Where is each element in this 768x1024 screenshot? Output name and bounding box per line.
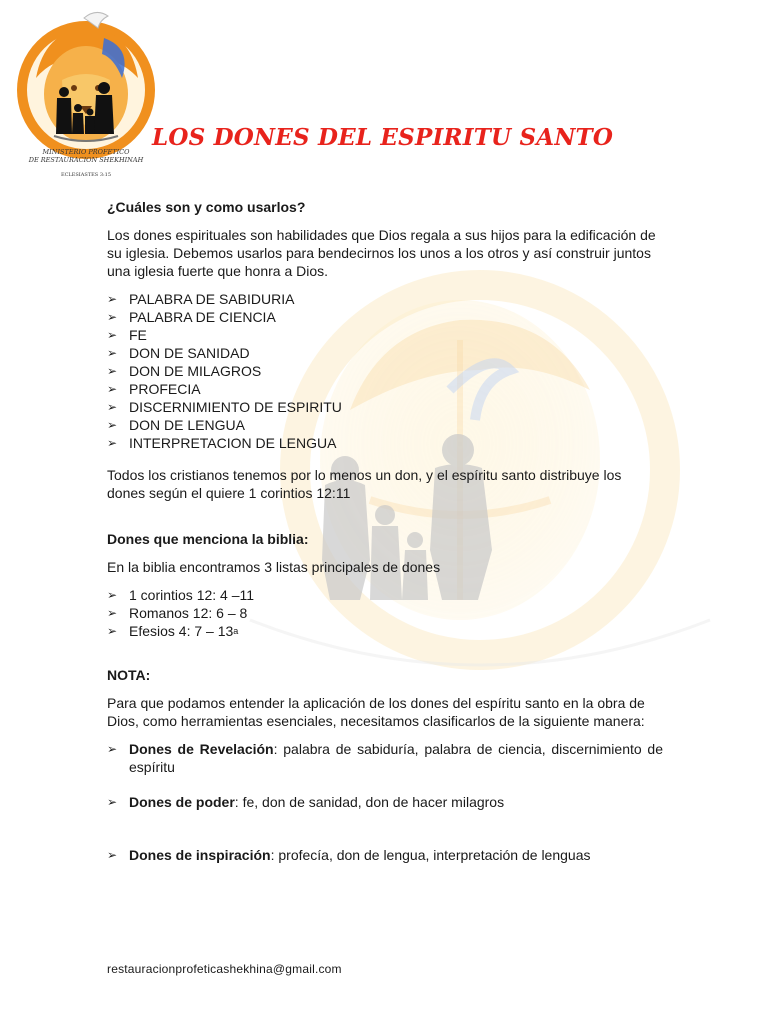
lion-logo-icon (14, 8, 158, 180)
list-item: ➢ Romanos 12: 6 – 8 (107, 605, 248, 621)
list-item: ➢ FE (107, 327, 147, 343)
arrow-bullet-icon: ➢ (107, 292, 118, 306)
nota-heading: NOTA: (107, 667, 151, 683)
section-heading: ¿Cuáles son y como usarlos? (107, 199, 306, 215)
arrow-bullet-icon: ➢ (107, 328, 118, 342)
arrow-bullet-icon: ➢ (107, 795, 118, 809)
category-inspiracion (107, 846, 663, 864)
category-label: Dones de poder (129, 794, 235, 810)
list-item: ➢ DON DE MILAGROS (107, 363, 262, 379)
nota-heading-block (107, 666, 663, 684)
closing-paragraph: Todos los cristianos tenemos por lo menos un don, y el espíritu santo distribuye los dones según el quiere 1 corintios 12:11 (107, 467, 622, 501)
list-item: ➢ INTERPRETACION DE LENGUA (107, 435, 337, 451)
list-item: ➢ DON DE SANIDAD (107, 345, 250, 361)
arrow-bullet-icon: ➢ (107, 742, 118, 756)
section-heading: Dones que menciona la biblia: (107, 531, 309, 547)
list-item: ➢ PALABRA DE SABIDURIA (107, 291, 295, 307)
category-label: Dones de Revelación (129, 741, 274, 757)
section-cuales (107, 198, 663, 216)
category-label: Dones de inspiración (129, 847, 271, 863)
category-revelacion (107, 740, 663, 776)
arrow-bullet-icon: ➢ (107, 364, 118, 378)
footer-email[interactable]: restauracionprofeticashekhina@gmail.com (107, 962, 342, 976)
list-item (107, 793, 663, 811)
list-item: ➢ 1 corintios 12: 4 –11 (107, 587, 255, 603)
intro-paragraph: En la biblia encontramos 3 listas principales de dones (107, 559, 441, 575)
section-paragraph: Los dones espirituales son habilidades que Dios regala a sus hijos para la edificación de su iglesia. Debemos usarlos para bendecirnos los unos a los otros y así construir juntos una iglesia fuerte que honra a Dios. (107, 227, 656, 279)
arrow-bullet-icon: ➢ (107, 606, 118, 620)
list-item (107, 740, 663, 776)
page-title: LOS DONES DEL ESPIRITU SANTO (152, 124, 614, 151)
intro-block (107, 558, 663, 576)
nota-paragraph: Para que podamos entender la aplicación de los dones del espíritu santo en la obra de Dios, como herramientas esenciales, necesitamos clasificarlos de la siguiente manera: (107, 695, 645, 729)
category-text: : profecía, don de lengua, interpretación de lenguas (270, 847, 591, 863)
arrow-bullet-icon: ➢ (107, 382, 118, 396)
nota-paragraph-block (107, 694, 663, 730)
list-item: ➢ PROFECIA (107, 381, 201, 397)
list-item: ➢ PALABRA DE CIENCIA (107, 309, 276, 325)
logo-line1: MINISTERIO PROFETICO (42, 148, 130, 156)
list-item (107, 846, 663, 864)
list-item: ➢ DISCERNIMIENTO DE ESPIRITU (107, 399, 342, 415)
arrow-bullet-icon: ➢ (107, 418, 118, 432)
category-text: : palabra de sabiduría, palabra de ciencia, discernimiento de espíritu (129, 741, 663, 775)
list-item: ➢ Efesios 4: 7 – 13$^a$ (107, 623, 239, 639)
refs-list (107, 586, 663, 640)
gifts-list-block (107, 290, 663, 452)
category-text: : fe, don de sanidad, don de hacer milagros (234, 794, 505, 810)
section-dones-biblia (107, 530, 663, 548)
logo-line2: DE RESTAURACION SHEKHINAH (28, 156, 144, 164)
section-paragraph-block (107, 226, 663, 280)
list-item: ➢ DON DE LENGUA (107, 417, 245, 433)
gifts-list (107, 290, 663, 452)
logo-verse: ECLESIASTES 3:15 (60, 172, 112, 178)
refs-list-block (107, 586, 663, 640)
arrow-bullet-icon: ➢ (107, 436, 118, 450)
arrow-bullet-icon: ➢ (107, 400, 118, 414)
closing-block (107, 466, 663, 502)
arrow-bullet-icon: ➢ (107, 848, 118, 862)
arrow-bullet-icon: ➢ (107, 310, 118, 324)
category-poder (107, 793, 663, 811)
arrow-bullet-icon: ➢ (107, 346, 118, 360)
arrow-bullet-icon: ➢ (107, 588, 118, 602)
ref-superscript: a (233, 626, 239, 636)
arrow-bullet-icon: ➢ (107, 624, 118, 638)
